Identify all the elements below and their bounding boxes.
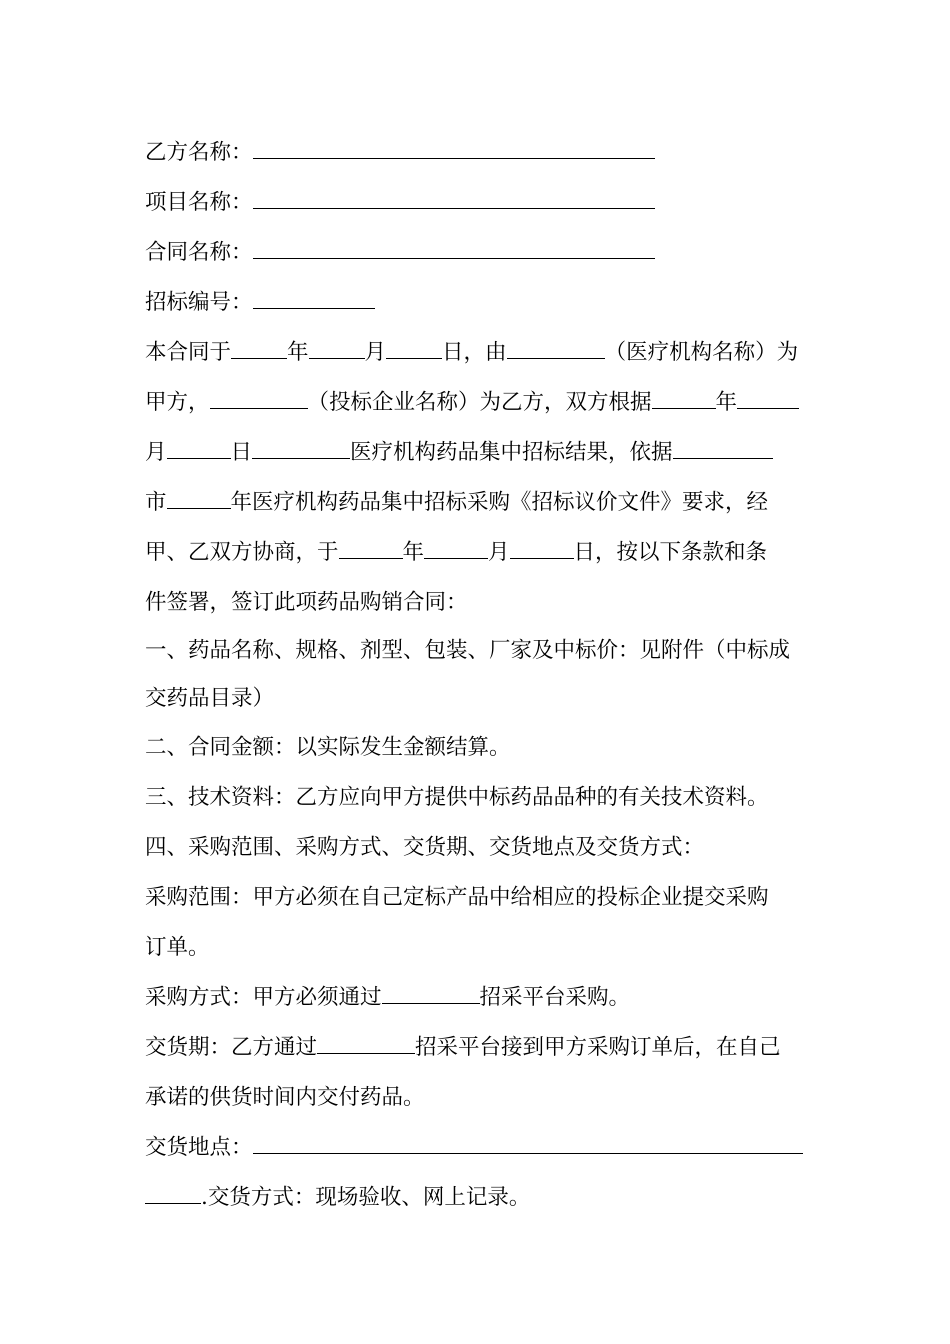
result-region-blank[interactable] [252,438,350,459]
intro-text: 本合同于 [145,340,232,365]
scope-line-1 [145,883,807,913]
agree-day-blank[interactable] [510,538,574,559]
sign-day-blank[interactable] [386,338,442,359]
bidder-name-blank[interactable] [210,388,308,409]
clause-text: 二、合同金额：以实际发生金额结算。 [145,735,511,760]
clause-text: 交药品目录） [145,686,275,711]
clause-1-line-2 [145,684,807,714]
intro-line-1 [145,338,807,368]
clause-text: 三、技术资料：乙方应向甲方提供中标药品品种的有关技术资料。 [145,785,769,810]
basis-city-blank[interactable] [673,438,773,459]
purchase-method-line [145,983,807,1013]
clause-text: 四、采购范围、采购方式、交货期、交货地点及交货方式： [145,835,705,860]
intro-line-5 [145,538,807,568]
project-name-blank[interactable] [253,188,655,209]
result-year-blank[interactable] [652,388,716,409]
intro-text: 日 [230,440,253,465]
contract-name-field [145,238,807,268]
intro-text: （医疗机构名称）为 [604,340,799,365]
intro-text: 年 [715,390,738,415]
intro-line-4 [145,488,807,518]
party-b-name-field [145,138,807,168]
intro-text: 日，按以下条款和条 [573,540,768,565]
intro-text: 市 [145,490,167,515]
intro-text: 年医疗机构药品集中招标采购《招标议价文件》要求，经 [230,490,769,515]
delivery-place-blank[interactable] [253,1133,803,1154]
intro-text: 甲方， [145,390,210,415]
intro-line-3 [145,438,807,468]
delivery-mode-line [145,1183,807,1213]
party-b-name-label: 乙方名称： [145,140,253,165]
intro-text: 年 [402,540,425,565]
intro-text: 件签署，签订此项药品购销合同： [145,590,468,615]
clause-2 [145,733,807,763]
clause-text: 承诺的供货时间内交付药品。 [145,1085,425,1110]
clause-3 [145,783,807,813]
clause-text: 交货期：乙方通过 [145,1035,318,1060]
delivery-period-line-1 [145,1033,807,1063]
result-month-blank-a[interactable] [737,388,799,409]
intro-text: 月 [488,540,510,565]
agree-year-blank[interactable] [339,538,403,559]
scope-line-2 [145,933,807,963]
clause-text: 采购方式：甲方必须通过 [145,985,382,1010]
tender-number-field [145,288,807,318]
intro-text: 月 [364,340,387,365]
clause-4 [145,833,807,863]
clause-text: .交货方式：现场验收、网上记录。 [201,1185,531,1210]
contract-name-label: 合同名称： [145,240,253,265]
result-month-blank-b[interactable] [167,438,231,459]
clause-text: 招采平台接到甲方采购订单后，在自己 [415,1035,781,1060]
clause-1-line-1 [145,636,807,666]
intro-line-6 [145,588,807,618]
intro-text: 医疗机构药品集中招标结果，依据 [350,440,673,465]
clause-text: 采购范围：甲方必须在自己定标产品中给相应的投标企业提交采购 [145,885,769,910]
intro-text: 月 [145,440,167,465]
tender-number-label: 招标编号： [145,290,253,315]
clause-text: 一、药品名称、规格、剂型、包装、厂家及中标价：见附件（中标成 [145,638,791,663]
sign-month-blank[interactable] [309,338,365,359]
clause-text: 招采平台采购。 [479,985,631,1010]
intro-text: 日，由 [442,340,507,365]
project-name-label: 项目名称： [145,190,253,215]
agree-month-blank[interactable] [424,538,488,559]
basis-year-blank[interactable] [167,488,231,509]
intro-text: 甲、乙双方协商，于 [145,540,339,565]
contract-name-blank[interactable] [253,238,655,259]
platform-blank-2[interactable] [317,1033,415,1054]
clause-text: 订单。 [145,935,210,960]
hospital-name-blank[interactable] [507,338,605,359]
delivery-place-line [145,1133,807,1163]
party-b-name-blank[interactable] [253,138,655,159]
delivery-period-line-2 [145,1083,807,1113]
delivery-place-blank-cont[interactable] [145,1183,201,1204]
tender-number-blank[interactable] [253,288,375,309]
project-name-field [145,188,807,218]
sign-year-blank[interactable] [231,338,287,359]
intro-text: 年 [287,340,309,365]
intro-line-2 [145,388,807,418]
clause-text: 交货地点： [145,1135,253,1160]
intro-text: （投标企业名称）为乙方，双方根据 [307,390,652,415]
platform-blank-1[interactable] [382,983,480,1004]
